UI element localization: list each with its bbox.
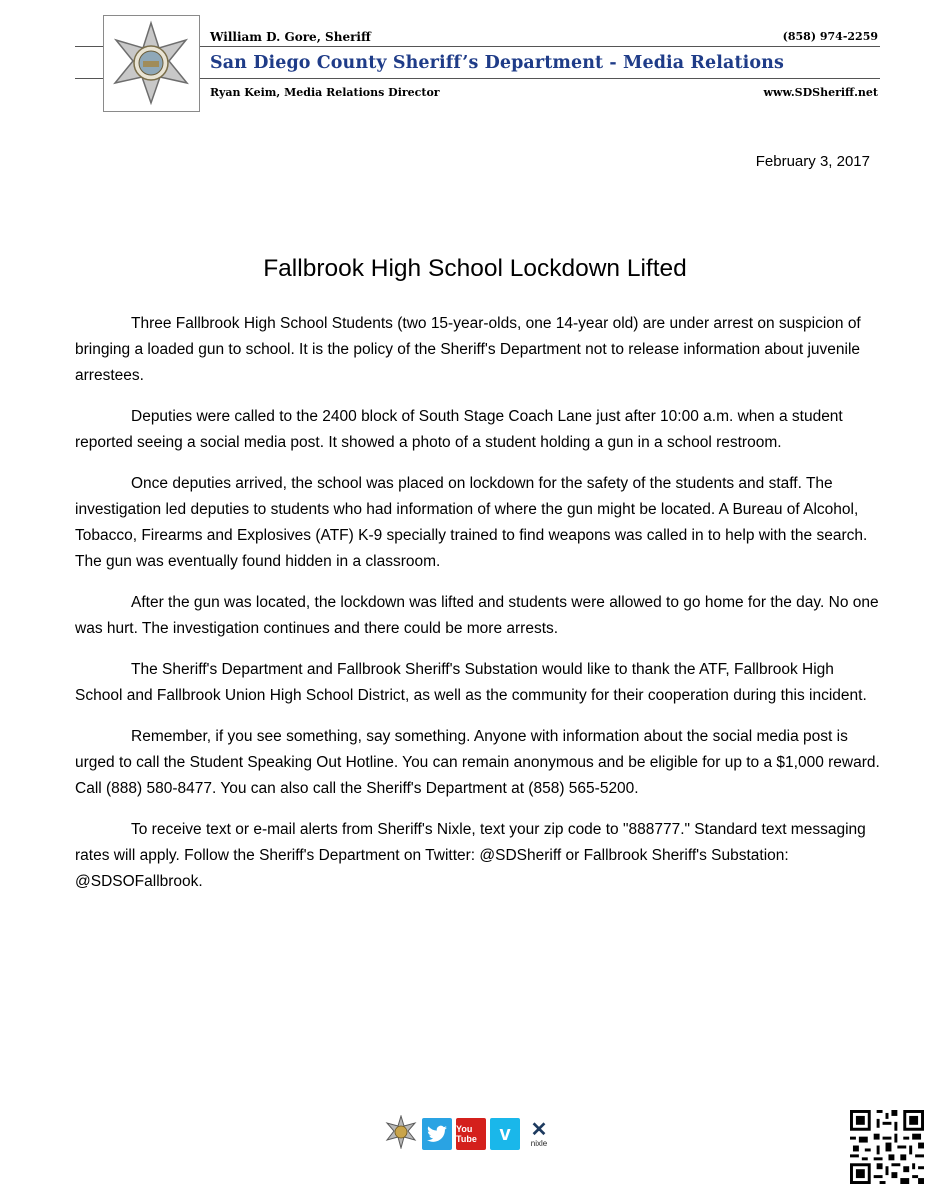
qr-code-icon bbox=[850, 1110, 924, 1184]
social-links bbox=[384, 1115, 554, 1153]
paragraph: Once deputies arrived, the school was placed on lockdown for the safety of the students and staff. The investigation led deputies to students who had information of where the gun might be located. A Bureau of Alcohol, Tobacco, Firearms and Explosives (ATF) K-9 specially trained to find weapons was called in to help with the search. The gun was eventually found hidden in a classroom. bbox=[75, 475, 868, 570]
paragraph: The Sheriff's Department and Fallbrook Sheriff's Substation would like to thank the ATF, Fallbrook High School and Fallbrook Union High School District, as well as the community for their cooperation during this incident. bbox=[75, 661, 867, 704]
sheriff-star-icon[interactable] bbox=[384, 1115, 418, 1153]
department-name: San Diego County Sheriff’s Department - Media Relations bbox=[210, 53, 784, 73]
vimeo-icon[interactable]: v bbox=[490, 1118, 520, 1150]
nixle-x-icon: ✕ bbox=[530, 1118, 548, 1141]
paragraph: To receive text or e-mail alerts from Sheriff's Nixle, text your zip code to "888777." Standard text messaging rates will apply. Follow the Sheriff's Department on Twitter: @SDSheriff or Fallbrook Sheriff's Substation: @SDSOFallbrook. bbox=[75, 821, 866, 890]
paragraph: Deputies were called to the 2400 block of South Stage Coach Lane just after 10:00 a.m. when a student reported seeing a social media post. It showed a photo of a student holding a gun in a school restroom. bbox=[75, 408, 843, 451]
nixle-icon[interactable] bbox=[524, 1118, 554, 1150]
paragraph: Three Fallbrook High School Students (two 15-year-olds, one 14-year old) are under arrest on suspicion of bringing a loaded gun to school. It is the policy of the Sheriff's Department not to release information about juvenile arrestees. bbox=[75, 315, 861, 384]
sheriff-star-icon bbox=[108, 20, 194, 106]
website-link[interactable]: www.SDSheriff.net bbox=[763, 86, 878, 99]
sheriff-badge-logo bbox=[103, 15, 200, 112]
media-director: Ryan Keim, Media Relations Director bbox=[210, 86, 440, 99]
paragraph: After the gun was located, the lockdown was lifted and students were allowed to go home for the day. No one was hurt. The investigation continues and there could be more arrests. bbox=[75, 594, 879, 637]
nixle-label: nixle bbox=[530, 1138, 548, 1148]
release-date: February 3, 2017 bbox=[755, 153, 870, 170]
youtube-icon[interactable]: You Tube bbox=[456, 1118, 486, 1150]
paragraph: Remember, if you see something, say something. Anyone with information about the social media post is urged to call the Student Speaking Out Hotline. You can remain anonymous and be eligible for up to a $1,000 reward. Call (888) 580-8477. You can also call the Sheriff's Department at (858) 565-5200. bbox=[75, 728, 880, 797]
twitter-icon[interactable] bbox=[422, 1118, 452, 1150]
page-title: Fallbrook High School Lockdown Lifted bbox=[263, 255, 687, 282]
sheriff-name: William D. Gore, Sheriff bbox=[210, 30, 371, 44]
press-release-body bbox=[75, 311, 880, 910]
phone-number: (858) 974-2259 bbox=[782, 30, 878, 43]
